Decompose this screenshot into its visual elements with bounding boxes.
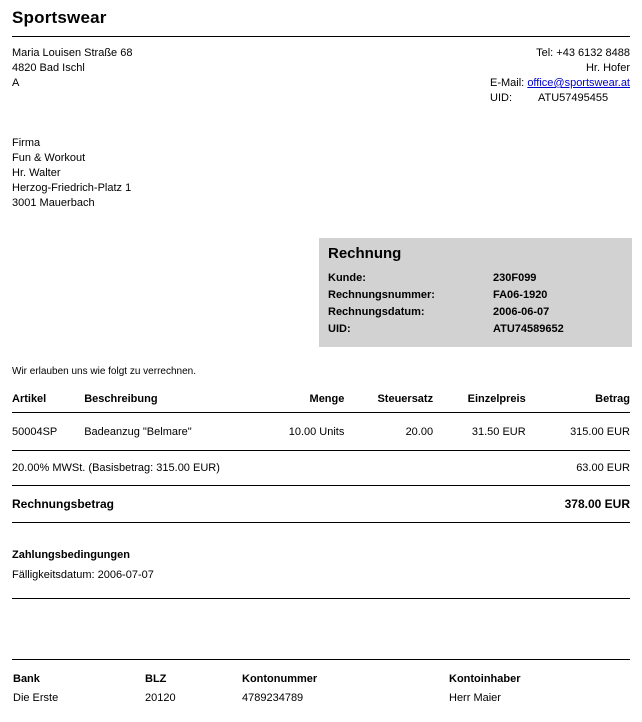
invoice-field-rechnungsnummer [328, 287, 623, 304]
bank-header-blz: BLZ [145, 673, 167, 685]
company-email-link[interactable]: office@sportswear.at [527, 77, 630, 89]
company-email-label: E-Mail: [490, 77, 525, 89]
column-header-steuersatz: Steuersatz [344, 393, 433, 413]
bank-value-row [12, 691, 630, 706]
column-header-beschreibung: Beschreibung [84, 393, 255, 413]
bank-divider [12, 659, 630, 660]
cell-einzelpreis: 31.50 EUR [433, 413, 526, 451]
invoice-field-rechnungsdatum-value: 2006-06-07 [493, 306, 550, 318]
company-phone-label: Tel: [536, 47, 554, 59]
bank-value-kontonummer: 4789234789 [242, 692, 304, 704]
bank-header-kontoinhaber: Kontoinhaber [449, 673, 521, 685]
invoice-field-uid-value: ATU74589652 [493, 323, 564, 335]
cell-beschreibung: Badeanzug "Belmare" [84, 413, 255, 451]
company-address-line-1: Maria Louisen Straße 68 [12, 47, 133, 59]
line-items-table [12, 393, 630, 523]
company-uid-value: ATU57495455 [538, 92, 609, 104]
cell-artikel: 50004SP [12, 413, 84, 451]
company-title: Sportswear [12, 8, 107, 27]
recipient-line-3: Hr. Walter [12, 167, 61, 179]
invoice-field-kunde-label: Kunde: [328, 272, 366, 284]
column-header-betrag: Betrag [526, 393, 630, 413]
recipient-line-1: Firma [12, 137, 41, 149]
total-row-amount: 378.00 EUR [526, 486, 630, 523]
payment-terms [12, 549, 630, 581]
terms-divider [12, 598, 630, 599]
invoice-field-rechnungsnummer-value: FA06-1920 [493, 289, 548, 301]
cell-menge: 10.00 Units [256, 413, 345, 451]
bank-value-bank: Die Erste [13, 692, 59, 704]
total-row [12, 486, 630, 523]
company-contact-person: Hr. Hofer [585, 62, 630, 74]
invoice-field-uid [328, 321, 623, 338]
invoice-summary-box [319, 238, 632, 347]
bank-table [12, 672, 630, 706]
invoice-field-kunde [328, 270, 623, 287]
invoice-field-rechnungsdatum [328, 304, 623, 321]
column-header-menge: Menge [256, 393, 345, 413]
company-phone-value: +43 6132 8488 [556, 47, 630, 59]
company-address [12, 46, 132, 106]
table-row [12, 413, 630, 451]
invoice-field-rechnungsdatum-label: Rechnungsdatum: [328, 306, 425, 318]
tax-row-label: 20.00% MWSt. (Basisbetrag: 315.00 EUR) [12, 451, 526, 486]
company-contact-details [490, 46, 630, 106]
recipient-line-4: Herzog-Friedrich-Platz 1 [12, 182, 132, 194]
payment-terms-title: Zahlungsbedingungen [12, 549, 130, 561]
bank-header-row [12, 672, 630, 691]
invoice-heading: Rechnung [328, 245, 402, 262]
cell-steuersatz: 20.00 [344, 413, 433, 451]
company-uid-label: UID: [490, 92, 512, 104]
recipient-address [12, 136, 630, 211]
tax-row [12, 451, 630, 486]
bank-details [12, 659, 630, 706]
bank-value-blz: 20120 [145, 692, 176, 704]
company-address-line-3: A [12, 77, 20, 89]
invoice-field-uid-label: UID: [328, 323, 351, 335]
bank-header-bank: Bank [13, 673, 40, 685]
intro-text: Wir erlauben uns wie folgt zu verrechnen. [12, 366, 196, 377]
bank-header-kontonummer: Kontonummer [242, 673, 318, 685]
column-header-artikel: Artikel [12, 393, 84, 413]
company-email-row [490, 76, 630, 91]
recipient-line-2: Fun & Workout [12, 152, 86, 164]
bank-value-kontoinhaber: Herr Maier [449, 692, 501, 704]
cell-betrag: 315.00 EUR [526, 413, 630, 451]
invoice-field-kunde-value: 230F099 [493, 272, 537, 284]
table-header-row [12, 393, 630, 413]
total-row-label: Rechnungsbetrag [12, 486, 526, 523]
invoice-field-rechnungsnummer-label: Rechnungsnummer: [328, 289, 435, 301]
tax-row-amount: 63.00 EUR [526, 451, 630, 486]
company-address-line-2: 4820 Bad Ischl [12, 62, 85, 74]
recipient-line-5: 3001 Mauerbach [12, 197, 95, 209]
column-header-einzelpreis: Einzelpreis [433, 393, 526, 413]
company-phone-row [490, 46, 630, 61]
company-contact-block [12, 37, 630, 106]
payment-terms-line: Fälligkeitsdatum: 2006-07-07 [12, 569, 154, 581]
company-uid-row [490, 91, 630, 106]
